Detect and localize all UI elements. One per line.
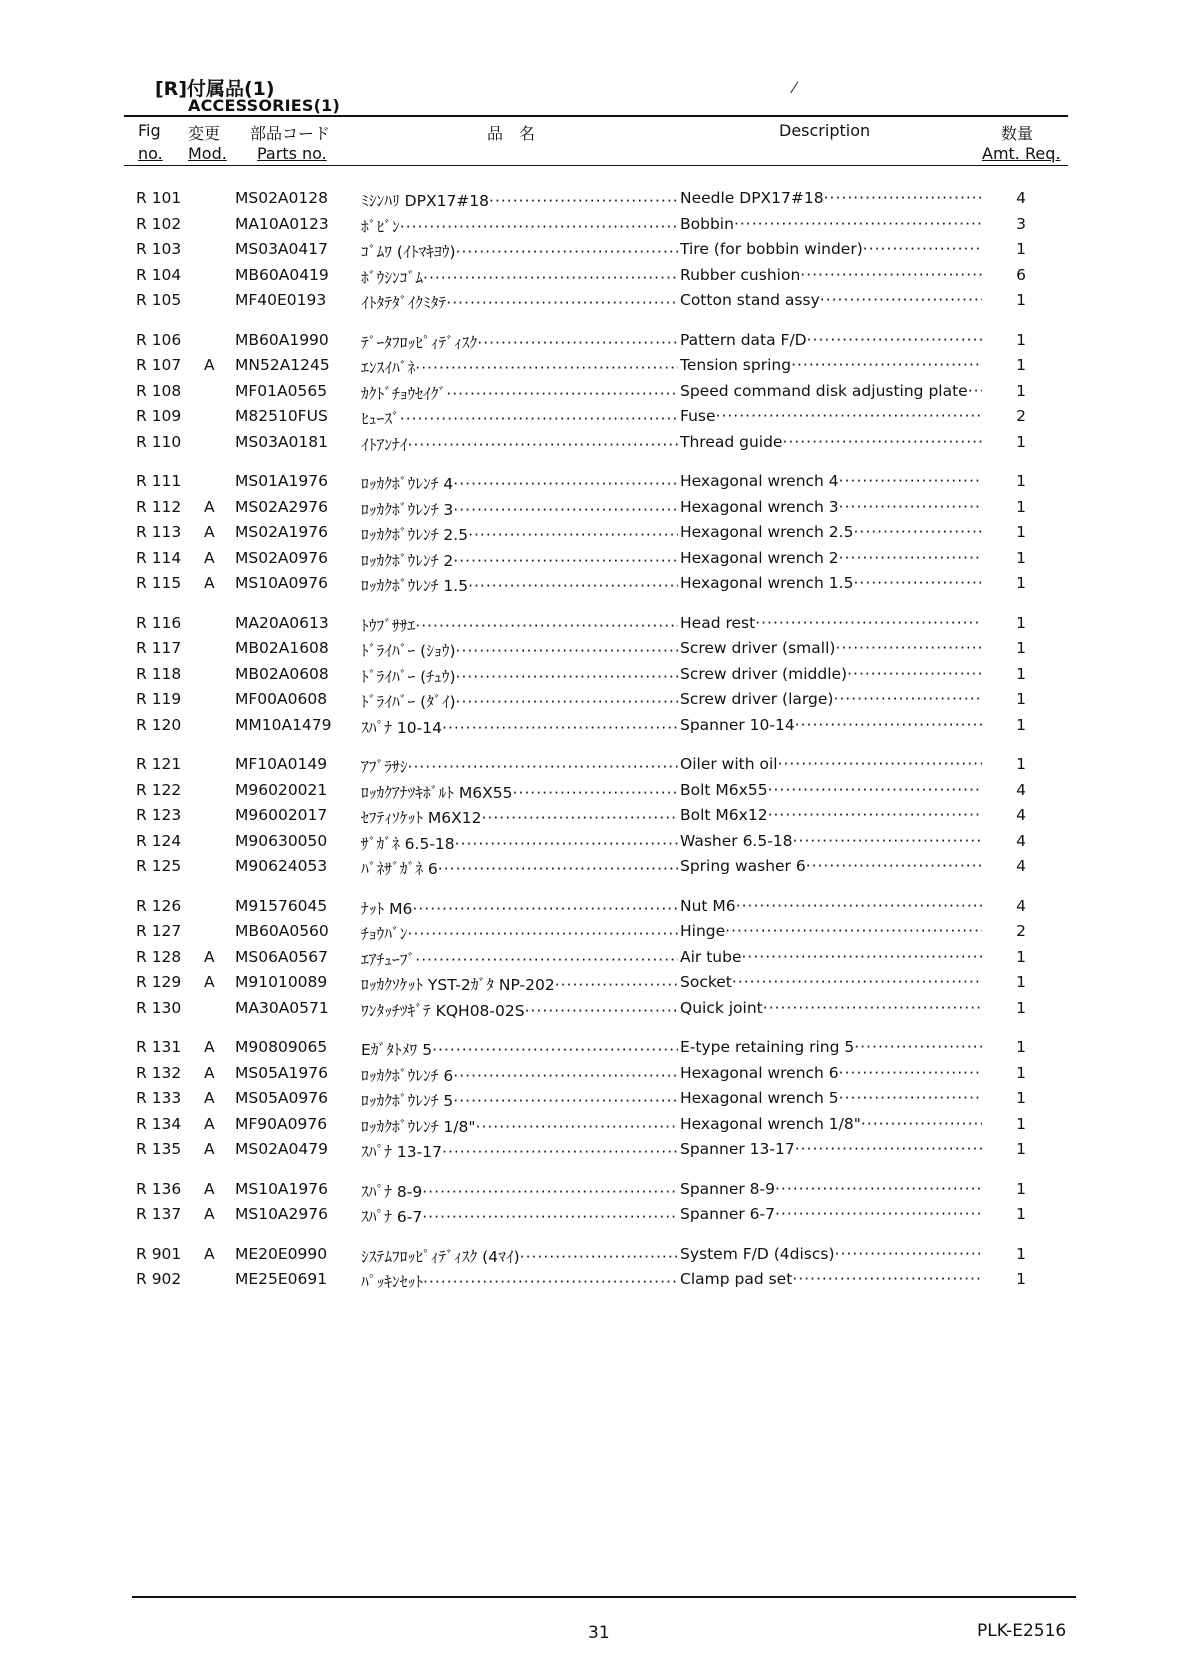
part-name-jp: ｾﾌﾃｨｿｹｯﾄ M6X12 ····· xyxy=(361,806,678,828)
quantity: 4 xyxy=(1016,857,1026,875)
part-description: Screw driver (small) ····· xyxy=(680,639,982,657)
quantity: 2 xyxy=(1016,922,1026,940)
mod-mark: A xyxy=(204,1114,215,1133)
part-row xyxy=(0,713,1187,739)
part-description: Spanner 8-9 ····· xyxy=(680,1180,982,1198)
part-name-jp: ﾛｯｶｸﾎﾞｳﾚﾝﾁ 6 ····· xyxy=(361,1064,678,1086)
part-name-jp: ｽﾊﾟﾅ 6-7 ····· xyxy=(361,1205,678,1227)
mod-mark: A xyxy=(204,973,215,991)
fig-number: R 123 xyxy=(136,806,182,824)
part-name-jp: ｽﾊﾟﾅ 8-9 ····· xyxy=(361,1180,678,1202)
part-description: E-type retaining ring 5 ····· xyxy=(680,1038,982,1056)
part-number: MS10A0976 xyxy=(235,574,328,592)
part-number: ME25E0691 xyxy=(235,1270,328,1288)
part-number: M82510FUS xyxy=(235,407,328,425)
part-description: Hexagonal wrench 2.5 ····· xyxy=(680,523,982,541)
quantity: 1 xyxy=(1016,664,1026,683)
part-name-jp: ｲﾄｱﾝﾅｲ ····· xyxy=(361,433,678,455)
part-row xyxy=(0,1112,1187,1138)
parts-list xyxy=(0,186,1187,1307)
quantity: 1 xyxy=(1016,574,1026,592)
part-name-jp: ﾐｼﾝﾊﾘ DPX17#18 ····· xyxy=(361,189,678,211)
part-number: MS02A0479 xyxy=(235,1140,328,1158)
part-row xyxy=(0,404,1187,430)
part-name-jp: ﾋｭｰｽﾞ ····· xyxy=(361,407,678,429)
part-name-jp: ﾛｯｶｸﾎﾞｳﾚﾝﾁ 2 ····· xyxy=(361,549,678,571)
part-number: MM10A1479 xyxy=(235,715,332,734)
fig-number: R 111 xyxy=(136,472,182,490)
fig-number: R 128 xyxy=(136,947,182,966)
part-number: MS02A2976 xyxy=(235,497,328,516)
part-name-jp: ﾛｯｶｸﾎﾞｳﾚﾝﾁ 2.5 ····· xyxy=(361,523,678,545)
part-number: MF01A0565 xyxy=(235,381,328,400)
part-number: M90630050 xyxy=(235,831,328,850)
part-description: Hinge ····· xyxy=(680,922,982,940)
part-number: MS06A0567 xyxy=(235,947,328,966)
fig-number: R 115 xyxy=(136,574,182,592)
quantity: 4 xyxy=(1016,806,1026,824)
part-number: MF40E0193 xyxy=(235,291,327,309)
part-number: MF90A0976 xyxy=(235,1114,328,1133)
quantity: 1 xyxy=(1016,1038,1026,1056)
part-number: M96002017 xyxy=(235,806,328,824)
mod-mark: A xyxy=(204,1179,215,1198)
part-description: Speed command disk adjusting plate ····· xyxy=(680,382,982,400)
quantity: 1 xyxy=(1016,356,1026,374)
part-row xyxy=(0,353,1187,379)
quantity: 1 xyxy=(1016,1089,1026,1107)
header-qty-top: 数量 xyxy=(1001,124,1034,143)
part-number: MB60A0419 xyxy=(235,265,329,284)
part-row xyxy=(0,263,1187,289)
part-name-jp: ｱﾌﾞﾗｻｼ ····· xyxy=(361,755,678,777)
part-number: MB60A1990 xyxy=(235,330,329,349)
header-part-top: 部品コード xyxy=(250,124,331,143)
quantity: 4 xyxy=(1016,831,1026,850)
part-row xyxy=(0,1061,1187,1087)
part-row xyxy=(0,1137,1187,1163)
part-row xyxy=(0,520,1187,546)
part-number: MA30A0571 xyxy=(235,998,329,1017)
page-title-en: ACCESSORIES(1) xyxy=(188,96,341,115)
quantity: 1 xyxy=(1016,1205,1026,1223)
part-number: MF10A0149 xyxy=(235,755,328,773)
fig-number: R 129 xyxy=(136,973,182,991)
quantity: 1 xyxy=(1016,330,1026,349)
part-description: Bobbin ····· xyxy=(680,215,982,233)
part-number: MS05A0976 xyxy=(235,1089,328,1107)
fig-number: R 122 xyxy=(136,780,182,799)
part-number: MS03A0417 xyxy=(235,240,328,258)
mod-mark: A xyxy=(204,1089,215,1107)
part-number: M90809065 xyxy=(235,1038,328,1056)
part-name-jp: ﾊﾞﾈｻﾞｶﾞﾈ 6 ····· xyxy=(361,857,678,879)
part-name-jp: ﾛｯｶｸﾎﾞｳﾚﾝﾁ 4 ····· xyxy=(361,472,678,494)
quantity: 1 xyxy=(1016,973,1026,991)
fig-number: R 110 xyxy=(136,432,182,451)
part-number: MA10A0123 xyxy=(235,214,329,233)
fig-number: R 114 xyxy=(136,548,182,567)
fig-number: R 116 xyxy=(136,613,182,632)
part-name-jp: ﾄﾞﾗｲﾊﾞｰ (ﾀﾞｲ) ····· xyxy=(361,690,678,712)
part-name-jp: ﾄﾞﾗｲﾊﾞｰ (ﾁｭｳ) ····· xyxy=(361,665,678,687)
bottom-rule xyxy=(132,1596,1076,1598)
quantity: 1 xyxy=(1016,639,1026,657)
part-description: Tire (for bobbin winder) ····· xyxy=(680,240,982,258)
part-name-jp: ｴﾝｽｲﾊﾞﾈ ····· xyxy=(361,356,678,378)
quantity: 3 xyxy=(1016,214,1026,233)
part-group xyxy=(0,328,1187,456)
part-row xyxy=(0,1242,1187,1268)
fig-number: R 112 xyxy=(136,497,182,516)
part-name-jp: ﾁｮｳﾊﾞﾝ ····· xyxy=(361,922,678,944)
part-row xyxy=(0,1267,1187,1293)
quantity: 1 xyxy=(1016,291,1026,309)
header-fig-top: Fig xyxy=(138,121,161,140)
margin-mark: ⁄ xyxy=(793,78,796,97)
part-description: Head rest ····· xyxy=(680,614,982,632)
quantity: 1 xyxy=(1016,432,1026,451)
part-name-jp: ｽﾊﾟﾅ 10-14 ····· xyxy=(361,716,678,738)
part-row xyxy=(0,970,1187,996)
quantity: 1 xyxy=(1016,523,1026,541)
part-number: ME20E0990 xyxy=(235,1244,328,1263)
mod-mark: A xyxy=(204,356,215,374)
part-row xyxy=(0,854,1187,880)
part-description: Hexagonal wrench 1.5 ····· xyxy=(680,574,982,592)
part-number: MA20A0613 xyxy=(235,613,329,632)
fig-number: R 901 xyxy=(136,1244,182,1263)
fig-number: R 124 xyxy=(136,831,182,850)
part-description: Spanner 10-14 ····· xyxy=(680,716,982,734)
part-row xyxy=(0,430,1187,456)
part-row xyxy=(0,1177,1187,1203)
part-row xyxy=(0,571,1187,597)
part-description: Hexagonal wrench 6 ····· xyxy=(680,1064,982,1082)
fig-number: R 113 xyxy=(136,523,182,541)
part-number: MS05A1976 xyxy=(235,1063,328,1082)
fig-number: R 105 xyxy=(136,291,182,309)
part-description: Needle DPX17#18 ····· xyxy=(680,189,982,207)
mod-mark: A xyxy=(204,1205,215,1223)
fig-number: R 125 xyxy=(136,857,182,875)
part-row xyxy=(0,186,1187,212)
top-rule xyxy=(124,115,1068,117)
part-name-jp: ｲﾄﾀﾃﾀﾞｲｸﾐﾀﾃ ····· xyxy=(361,291,678,313)
mod-mark: A xyxy=(204,1038,215,1056)
part-group xyxy=(0,611,1187,739)
part-description: Quick joint ····· xyxy=(680,999,982,1017)
page-title-jp: [R]付属品(1) xyxy=(155,78,275,100)
mod-mark: A xyxy=(204,1140,215,1158)
part-number: MS10A1976 xyxy=(235,1179,328,1198)
part-description: Thread guide ····· xyxy=(680,433,982,451)
part-row xyxy=(0,1086,1187,1112)
part-number: MS02A1976 xyxy=(235,523,328,541)
part-row xyxy=(0,495,1187,521)
part-name-jp: ﾄﾞﾗｲﾊﾞｰ (ｼｮｳ) ····· xyxy=(361,639,678,661)
fig-number: R 120 xyxy=(136,715,182,734)
fig-number: R 101 xyxy=(136,189,182,207)
part-name-jp: ﾛｯｶｸﾎﾞｳﾚﾝﾁ 5 ····· xyxy=(361,1089,678,1111)
part-name-jp: ﾛｯｶｸﾎﾞｳﾚﾝﾁ 1/8" ····· xyxy=(361,1115,678,1137)
fig-number: R 137 xyxy=(136,1205,182,1223)
part-number: MB02A1608 xyxy=(235,639,329,657)
quantity: 1 xyxy=(1016,1244,1026,1263)
part-description: Hexagonal wrench 4 ····· xyxy=(680,472,982,490)
fig-number: R 109 xyxy=(136,407,182,425)
part-number: M90624053 xyxy=(235,857,328,875)
quantity: 1 xyxy=(1016,613,1026,632)
part-row xyxy=(0,1035,1187,1061)
quantity: 1 xyxy=(1016,1063,1026,1082)
header-qty-bottom: Amt. Req. xyxy=(982,144,1061,163)
part-row xyxy=(0,803,1187,829)
part-row xyxy=(0,919,1187,945)
quantity: 4 xyxy=(1016,780,1026,799)
part-group xyxy=(0,186,1187,314)
part-description: Clamp pad set ····· xyxy=(680,1270,982,1288)
part-number: MS02A0128 xyxy=(235,189,328,207)
part-description: Spanner 13-17 ····· xyxy=(680,1140,982,1158)
part-description: Socket ····· xyxy=(680,973,982,991)
part-description: Air tube ····· xyxy=(680,948,982,966)
fig-number: R 126 xyxy=(136,896,182,915)
fig-number: R 127 xyxy=(136,922,182,940)
part-group xyxy=(0,894,1187,1022)
part-number: M91010089 xyxy=(235,973,328,991)
part-group xyxy=(0,1035,1187,1163)
part-group xyxy=(0,1242,1187,1293)
mod-mark: A xyxy=(204,497,215,516)
part-description: Oiler with oil ····· xyxy=(680,755,982,773)
part-description: Rubber cushion ····· xyxy=(680,266,982,284)
part-description: System F/D (4discs) ····· xyxy=(680,1245,982,1263)
part-name-jp: ﾎﾞｳｼﾝｺﾞﾑ ····· xyxy=(361,266,678,288)
fig-number: R 130 xyxy=(136,998,182,1017)
fig-number: R 132 xyxy=(136,1063,182,1082)
part-description: Screw driver (middle) ····· xyxy=(680,665,982,683)
part-row xyxy=(0,894,1187,920)
part-description: Hexagonal wrench 5 ····· xyxy=(680,1089,982,1107)
mod-mark: A xyxy=(204,574,215,592)
part-row xyxy=(0,636,1187,662)
part-row xyxy=(0,611,1187,637)
mod-mark: A xyxy=(204,548,215,567)
part-number: MS02A0976 xyxy=(235,548,328,567)
header-fig-bottom: no. xyxy=(138,144,163,163)
part-number: MB60A0560 xyxy=(235,922,329,940)
part-number: MS01A1976 xyxy=(235,472,328,490)
page-number: 31 xyxy=(588,1623,610,1643)
part-name-jp: ﾎﾞﾋﾞﾝ ····· xyxy=(361,215,678,237)
part-number: MN52A1245 xyxy=(235,356,330,374)
fig-number: R 106 xyxy=(136,330,182,349)
fig-number: R 103 xyxy=(136,240,182,258)
part-description: Tension spring ····· xyxy=(680,356,982,374)
quantity: 1 xyxy=(1016,548,1026,567)
part-description: Hexagonal wrench 2 ····· xyxy=(680,549,982,567)
quantity: 1 xyxy=(1016,947,1026,966)
part-row xyxy=(0,829,1187,855)
fig-number: R 117 xyxy=(136,639,182,657)
part-row xyxy=(0,469,1187,495)
quantity: 1 xyxy=(1016,715,1026,734)
part-number: MS03A0181 xyxy=(235,432,328,451)
part-description: Cotton stand assy ····· xyxy=(680,291,982,309)
part-row xyxy=(0,212,1187,238)
part-description: Pattern data F/D ····· xyxy=(680,331,982,349)
part-row xyxy=(0,379,1187,405)
part-description: Bolt M6x55 ····· xyxy=(680,781,982,799)
part-row xyxy=(0,752,1187,778)
part-name-jp: ｶｸﾄﾞﾁｮｳｾｲｸﾞ ····· xyxy=(361,382,678,404)
quantity: 1 xyxy=(1016,1270,1026,1288)
part-row xyxy=(0,687,1187,713)
fig-number: R 133 xyxy=(136,1089,182,1107)
quantity: 2 xyxy=(1016,407,1026,425)
header-part-bottom: Parts no. xyxy=(257,144,327,163)
part-name-jp: Eｶﾞﾀﾄﾒﾜ 5 ····· xyxy=(361,1038,678,1060)
part-name-jp: ﾛｯｶｸﾎﾞｳﾚﾝﾁ 1.5 ····· xyxy=(361,574,678,596)
header-name: 品 名 xyxy=(487,124,536,143)
header-rule xyxy=(124,165,1068,166)
part-name-jp: ﾛｯｶｸｱﾅﾂｷﾎﾞﾙﾄ M6X55 ····· xyxy=(361,781,678,803)
part-group xyxy=(0,469,1187,597)
quantity: 1 xyxy=(1016,381,1026,400)
part-row xyxy=(0,662,1187,688)
header-mod-top: 変更 xyxy=(188,124,221,143)
part-description: Spanner 6-7 ····· xyxy=(680,1205,982,1223)
fig-number: R 104 xyxy=(136,265,182,284)
fig-number: R 121 xyxy=(136,755,182,773)
header-description: Description xyxy=(779,121,871,140)
part-name-jp: ﾅｯﾄ M6 ····· xyxy=(361,897,678,919)
mod-mark: A xyxy=(204,1063,215,1082)
part-name-jp: ﾛｯｶｸﾎﾞｳﾚﾝﾁ 3 ····· xyxy=(361,498,678,520)
quantity: 1 xyxy=(1016,755,1026,773)
part-name-jp: ｻﾞｶﾞﾈ 6.5-18 ····· xyxy=(361,832,678,854)
part-description: Hexagonal wrench 3 ····· xyxy=(680,498,982,516)
part-group xyxy=(0,1177,1187,1228)
fig-number: R 136 xyxy=(136,1179,182,1198)
fig-number: R 102 xyxy=(136,214,182,233)
part-number: MB02A0608 xyxy=(235,664,329,683)
quantity: 1 xyxy=(1016,1140,1026,1158)
part-description: Bolt M6x12 ····· xyxy=(680,806,982,824)
quantity: 6 xyxy=(1016,265,1026,284)
part-row xyxy=(0,778,1187,804)
part-name-jp: ﾛｯｶｸｿｹｯﾄ YST-2ｶﾞﾀ NP-202 ····· xyxy=(361,973,678,995)
part-name-jp: ﾜﾝﾀｯﾁﾂｷﾞﾃ KQH08-02S ····· xyxy=(361,999,678,1021)
part-number: MS10A2976 xyxy=(235,1205,328,1223)
part-name-jp: ｽﾊﾟﾅ 13-17 ····· xyxy=(361,1140,678,1162)
fig-number: R 131 xyxy=(136,1038,182,1056)
fig-number: R 119 xyxy=(136,690,182,708)
fig-number: R 134 xyxy=(136,1114,182,1133)
quantity: 1 xyxy=(1016,1114,1026,1133)
part-name-jp: ﾊﾟｯｷﾝｾｯﾄ ····· xyxy=(361,1270,678,1292)
part-description: Nut M6 ····· xyxy=(680,897,982,915)
part-description: Fuse ····· xyxy=(680,407,982,425)
fig-number: R 107 xyxy=(136,356,182,374)
part-group xyxy=(0,752,1187,880)
part-row xyxy=(0,945,1187,971)
quantity: 1 xyxy=(1016,998,1026,1017)
quantity: 4 xyxy=(1016,896,1026,915)
header-mod-bottom: Mod. xyxy=(188,144,227,163)
part-name-jp: ﾃﾞｰﾀﾌﾛｯﾋﾟｨﾃﾞｨｽｸ ····· xyxy=(361,331,678,353)
mod-mark: A xyxy=(204,947,215,966)
part-row xyxy=(0,546,1187,572)
part-description: Washer 6.5-18 ····· xyxy=(680,832,982,850)
fig-number: R 118 xyxy=(136,664,182,683)
part-number: M91576045 xyxy=(235,896,328,915)
part-name-jp: ｴｱﾁｭｰﾌﾞ ····· xyxy=(361,948,678,970)
quantity: 1 xyxy=(1016,472,1026,490)
fig-number: R 108 xyxy=(136,381,182,400)
part-row xyxy=(0,288,1187,314)
quantity: 4 xyxy=(1016,189,1026,207)
document-code: PLK-E2516 xyxy=(977,1621,1067,1641)
fig-number: R 135 xyxy=(136,1140,182,1158)
part-number: M96020021 xyxy=(235,780,328,799)
part-name-jp: ﾄｳﾌﾞｻｻｴ ····· xyxy=(361,614,678,636)
part-row xyxy=(0,328,1187,354)
fig-number: R 902 xyxy=(136,1270,182,1288)
part-row xyxy=(0,996,1187,1022)
quantity: 1 xyxy=(1016,1179,1026,1198)
part-row xyxy=(0,237,1187,263)
part-description: Screw driver (large) ····· xyxy=(680,690,982,708)
part-name-jp: ｼｽﾃﾑﾌﾛｯﾋﾟｨﾃﾞｨｽｸ (4ﾏｲ) ····· xyxy=(361,1245,678,1267)
part-description: Spring washer 6 ····· xyxy=(680,857,982,875)
mod-mark: A xyxy=(204,1244,215,1263)
quantity: 1 xyxy=(1016,690,1026,708)
part-name-jp: ｺﾞﾑﾜ (ｲﾄﾏｷﾖｳ) ····· xyxy=(361,240,678,262)
mod-mark: A xyxy=(204,523,215,541)
part-row xyxy=(0,1202,1187,1228)
part-description: Hexagonal wrench 1/8" ····· xyxy=(680,1115,982,1133)
part-number: MF00A0608 xyxy=(235,690,328,708)
quantity: 1 xyxy=(1016,497,1026,516)
quantity: 1 xyxy=(1016,240,1026,258)
